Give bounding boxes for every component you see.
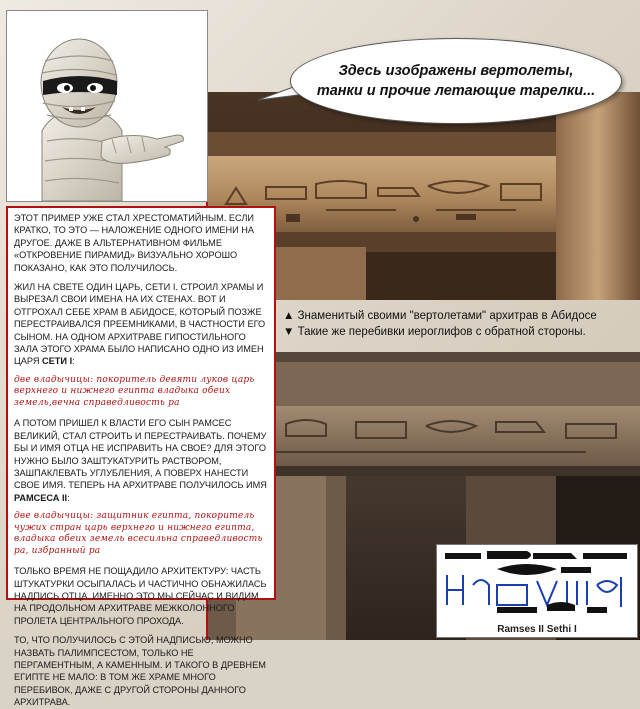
article-paragraph-2-text: ЖИЛ НА СВЕТЕ ОДИН ЦАРЬ, СЕТИ I. СТРОИЛ ХРАМЫ И ВЫРЕЗАЛ СВОИ ИМЕНА НА ИХ СТЕНАХ. ВОТ И ОТГРОХАЛ СЕБЕ ХРАМ В АБИДОСЕ, КОТОРЫЙ ПОЗЖЕ ПЕРЕСТРАИВАЛСЯ ПРЕЕМНИКАМИ, В ЧАСТНОСТИ ЕГО СЫНОМ. НА ОДНОМ АРХИТРАВЕ ГИПОСТИЛЬНОГО ЗАЛА ЭТОГО ХРАМА БЫЛО НАПИСАНО ОДНО ИЗ ИМЕН ЦАРЯ	[14, 282, 266, 367]
ramses-name: РАМСЕСА II	[14, 492, 68, 503]
speech-bubble-text	[311, 61, 601, 101]
mummy-illustration-card	[6, 10, 208, 202]
speech-bubble	[290, 38, 622, 124]
photo-captions	[283, 308, 633, 340]
hieroglyph-inset	[436, 544, 638, 638]
article-paragraph-2	[14, 281, 268, 368]
mummy-cartoon-icon	[7, 11, 207, 201]
speech-line-1: Здесь изображены вертолеты,	[338, 63, 574, 79]
glyph-inset-label: Ramses II Sethi I	[497, 624, 577, 635]
article-text-panel	[6, 206, 276, 708]
article-paragraph-3-end: :	[67, 492, 70, 503]
seti-title-quote: две владычицы: покоритель девяти луков царь верхнего и нижнего египта владыка обеих земель,вечна справедливость ра	[14, 374, 255, 408]
article-paragraph-4: ТОЛЬКО ВРЕМЯ НЕ ПОЩАДИЛО АРХИТЕКТУРУ: ЧАСТЬ ШТУКАТУРКИ ОСЫПАЛАСЬ И ЧАСТИЧНО ОБНАЖИЛАСЬ НАДПИСЬ ОТЦА. ИМЕННО ЭТО МЫ СЕЙЧАС И ВИДИМ НА ПРОДОЛЬНОМ АРХИТРАВЕ МЕЖКОЛОННОГО ПРОЛЕТА ЦЕНТРАЛЬНОГО ПРОХОДА.	[14, 566, 267, 626]
caption-top: ▲ Знаменитый своими "вертолетами" архитрав в Абидосе	[283, 310, 597, 322]
seti-name: СЕТИ I	[42, 356, 73, 367]
article-paragraph-3	[14, 417, 268, 504]
article-paragraph-2-end: :	[72, 356, 75, 367]
speech-line-2: танки и прочие летающие тарелки...	[316, 83, 596, 99]
caption-bottom: ▼ Такие же перебивки иероглифов с обратной стороны.	[283, 326, 586, 338]
article-paragraph-3-text: А ПОТОМ ПРИШЕЛ К ВЛАСТИ ЕГО СЫН РАМСЕС ВЕЛИКИЙ, СТАЛ СТРОИТЬ И ПЕРЕСТРАИВАТЬ. ПОЧЕМУ БЫ И ИМЯ ОТЦА НЕ ИСПРАВИТЬ НА СВОЕ? ДЛЯ ЭТОГО НУЖНО БЫЛО ЗАШТУКАТУРИТЬ РАСТВОРОМ, ЗАШПАКЛЕВАТЬ УГЛУБЛЕНИЯ, А ПОВЕРХ НАНЕСТИ СВОЕ ИМЯ. ТЕПЕРЬ НА АРХИТРАВЕ ПОЛУЧИЛОСЬ ИМЯ	[14, 418, 267, 491]
article-paragraph-1: ЭТОТ ПРИМЕР УЖЕ СТАЛ ХРЕСТОМАТИЙНЫМ. ЕСЛИ КРАТКО, ТО ЭТО — НАЛОЖЕНИЕ ОДНОГО ИМЕНИ НА ДРУГОЕ. ДАЖЕ В АЛЬТЕРНАТИВНОМ ФИЛЬМЕ «ОТКРОВЕНИЕ ПИРАМИД» ВИЗУАЛЬНО ХОРОШО ПОКАЗАНО, КАК ЭТО ПОЛУЧИЛОСЬ.	[14, 213, 255, 273]
article-paragraph-5: ТО, ЧТО ПОЛУЧИЛОСЬ С ЭТОЙ НАДПИСЬЮ, МОЖНО НАЗВАТЬ ПАЛИМПСЕСТОМ, ТОЛЬКО НЕ ПЕРГАМЕНТНЫМ, А КАМЕННЫМ. И ТАКОГО В ДРЕВНЕМ ЕГИПТЕ НЕ МАЛО: В ТОМ ЖЕ ХРАМЕ МНОГО ПЕРЕБИВОК, ДАЖЕ С ДРУГОЙ СТОРОНЫ ДАННОГО АРХИТРАВА.	[14, 635, 266, 708]
ramses-title-quote: две владычицы: защитник египта, покоритель чужих стран царь верхнего и нижнего египта, владыка обеих земель всесильна справедливость ра, избранный ра	[14, 511, 263, 556]
